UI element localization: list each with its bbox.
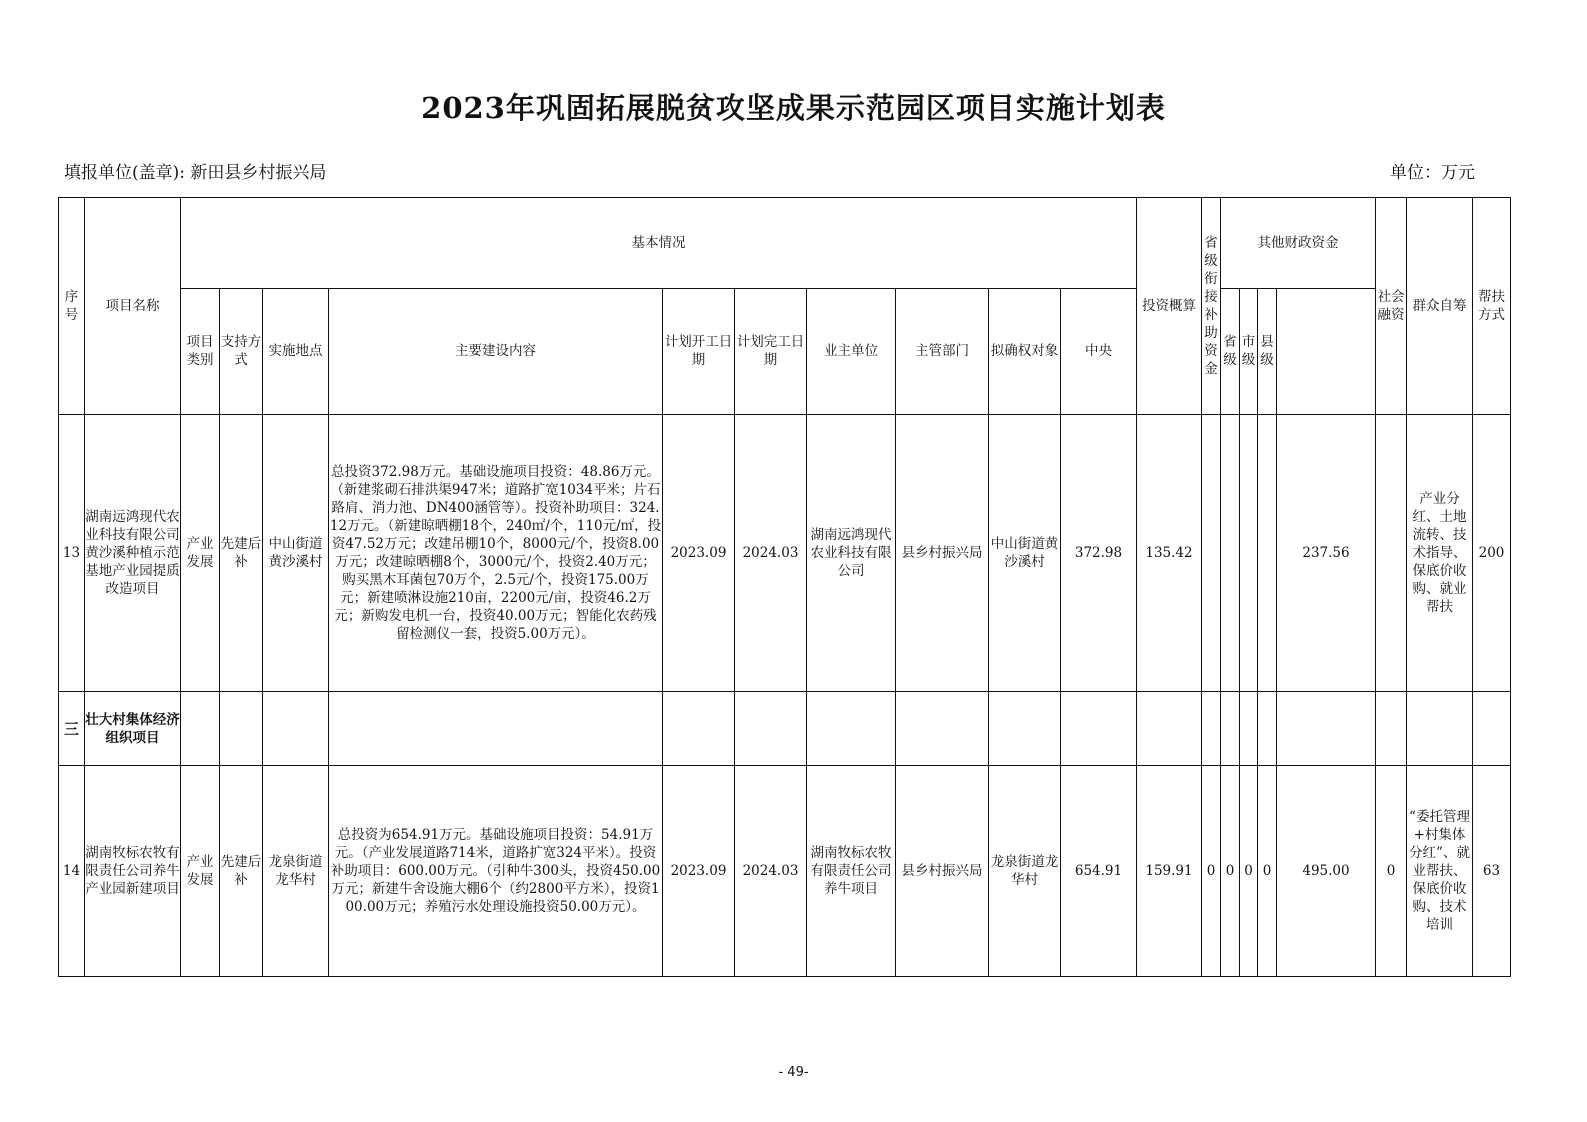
header-owner: 业主单位	[807, 288, 896, 414]
row-self-raised	[1376, 415, 1407, 692]
row-start-date: 2023.09	[663, 415, 735, 692]
header-rights-object: 拟确权对象	[989, 288, 1061, 414]
header-row-2	[59, 288, 1511, 414]
row-project-name: 湖南远鸿现代农业科技有限公司黄沙溪种植示范基地产业园提质改造项目	[85, 415, 181, 692]
row-project-type: 产业发展	[181, 415, 220, 692]
row-help-method: 产业分红、土地流转、技术指导、保底价收购、就业帮扶	[1407, 415, 1473, 692]
page-title: 2023年巩固拓展脱贫攻坚成果示范园区项目实施计划表	[421, 91, 1166, 125]
row-owner: 湖南远鸿现代农业科技有限公司	[807, 415, 896, 692]
header-support-method: 支持方式	[220, 288, 263, 414]
header-seq: 序号	[59, 198, 85, 415]
row-support-method: 先建后补	[220, 415, 263, 692]
empty-cell	[1277, 692, 1376, 766]
row-investment: 372.98	[1061, 415, 1137, 692]
row-city	[1240, 415, 1258, 692]
row-department: 县乡村振兴局	[896, 766, 989, 977]
empty-cell	[329, 692, 663, 766]
header-county: 县级	[1258, 288, 1277, 414]
header-main-content: 主要建设内容	[329, 288, 663, 414]
empty-cell	[735, 692, 807, 766]
row-end-date: 2024.03	[735, 766, 807, 977]
row-province	[1221, 415, 1240, 692]
header-central: 中央	[1061, 288, 1137, 414]
row-end-date: 2024.03	[735, 415, 807, 692]
empty-cell	[1240, 692, 1258, 766]
section-row	[59, 692, 1511, 766]
row-main-content: 总投资372.98万元。基础设施项目投资：48.86万元。（新建浆砌石排洪渠947米；道路扩宽1034平米；片石路肩、消力池、DN400涵管等）。投资补助项目：324.12万元。（新建晾晒棚18个，240㎡/个，110元/㎡，投资47.52万元；改建吊棚10个，8000元/个，投资8.00万元；改建晾晒棚8个，3000元/个，投资2.40万元；购买黑木耳菌包70万个，2.5元/个，投资175.00万元；新建喷淋设施210亩，2200元/亩，投资46.2万元；新购发电机一台，投资40.00万元；智能化农药残留检测仪一套，投资5.00万元）。	[329, 415, 663, 692]
project-plan-table	[58, 197, 1511, 977]
empty-cell	[1137, 692, 1202, 766]
header-self-raised: 群众自筹	[1407, 198, 1473, 415]
row-provincial-funds: 135.42	[1137, 415, 1202, 692]
row-rights-object: 龙泉街道龙华村	[989, 766, 1061, 977]
row-seq: 14	[59, 766, 85, 977]
row-support-method: 先建后补	[220, 766, 263, 977]
header-location: 实施地点	[263, 288, 329, 414]
empty-cell	[263, 692, 329, 766]
table-row	[59, 415, 1511, 692]
row-location: 中山街道黄沙溪村	[263, 415, 329, 692]
row-department: 县乡村振兴局	[896, 415, 989, 692]
row-county: 0	[1258, 766, 1277, 977]
reporting-unit: 填报单位(盖章): 新田县乡村振兴局	[64, 163, 327, 183]
row-provincial-funds: 159.91	[1137, 766, 1202, 977]
section-name: 壮大村集体经济组织项目	[85, 692, 181, 766]
empty-cell	[1221, 692, 1240, 766]
header-end-date: 计划完工日期	[735, 288, 807, 414]
header-province: 省级	[1221, 288, 1240, 414]
header-social-financing: 社会融资	[1376, 198, 1407, 415]
empty-cell	[1473, 692, 1511, 766]
row-central	[1202, 415, 1221, 692]
row-project-name: 湖南牧标农牧有限责任公司养牛产业园新建项目	[85, 766, 181, 977]
row-location: 龙泉街道龙华村	[263, 766, 329, 977]
row-owner: 湖南牧标农牧有限责任公司养牛项目	[807, 766, 896, 977]
empty-cell	[220, 692, 263, 766]
header-city: 市级	[1240, 288, 1258, 414]
header-other-fiscal-funds: 其他财政资金	[1221, 198, 1376, 289]
empty-cell	[896, 692, 989, 766]
table-row	[59, 766, 1511, 977]
row-seq: 13	[59, 415, 85, 692]
row-monitor-count: 200	[1473, 415, 1511, 692]
section-seq: 三	[59, 692, 85, 766]
header-provincial-funds: 省级衔接补助资金	[1202, 198, 1221, 415]
header-help-method: 帮扶方式	[1473, 198, 1511, 415]
empty-cell	[1061, 692, 1137, 766]
header-department: 主管部门	[896, 288, 989, 414]
row-start-date: 2023.09	[663, 766, 735, 977]
empty-cell	[1407, 692, 1473, 766]
empty-cell	[1202, 692, 1221, 766]
header-basic-info: 基本情况	[181, 198, 1137, 289]
row-central: 0	[1202, 766, 1221, 977]
row-investment: 654.91	[1061, 766, 1137, 977]
row-self-raised: 0	[1376, 766, 1407, 977]
row-social-financing: 495.00	[1277, 766, 1376, 977]
header-project-type: 项目类别	[181, 288, 220, 414]
header-project-name: 项目名称	[85, 198, 181, 415]
row-county	[1258, 415, 1277, 692]
empty-cell	[181, 692, 220, 766]
row-city: 0	[1240, 766, 1258, 977]
row-rights-object: 中山街道黄沙溪村	[989, 415, 1061, 692]
header-row-1	[59, 198, 1511, 289]
empty-cell	[989, 692, 1061, 766]
row-help-method: “委托管理+村集体分红”、就业帮扶、保底价收购、技术培训	[1407, 766, 1473, 977]
empty-cell	[1376, 692, 1407, 766]
row-main-content: 总投资为654.91万元。基础设施项目投资：54.91万元。（产业发展道路714米，道路扩宽324平米）。投资补助项目：600.00万元。（引种牛300头，投资450.00万元；新建牛舍设施大棚6个（约2800平方米），投资100.00万元；养殖污水处理设施投资50.00万元）。	[329, 766, 663, 977]
currency-unit: 单位：万元	[1390, 163, 1475, 183]
row-social-financing: 237.56	[1277, 415, 1376, 692]
page-number: - 49-	[778, 1065, 809, 1080]
row-province: 0	[1221, 766, 1240, 977]
empty-cell	[807, 692, 896, 766]
row-project-type: 产业发展	[181, 766, 220, 977]
header-start-date: 计划开工日期	[663, 288, 735, 414]
header-investment: 投资概算	[1137, 198, 1202, 415]
empty-cell	[1258, 692, 1277, 766]
empty-cell	[663, 692, 735, 766]
row-monitor-count: 63	[1473, 766, 1511, 977]
